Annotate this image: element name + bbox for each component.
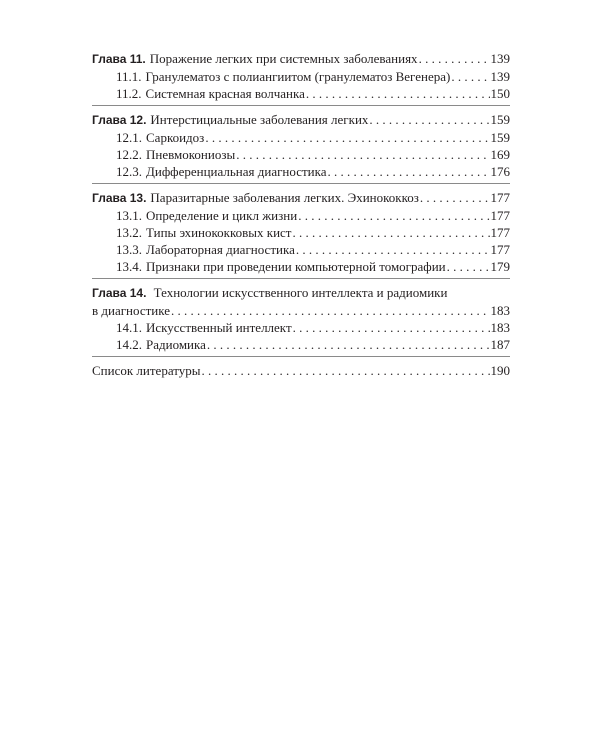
page-number: 183 bbox=[490, 303, 510, 318]
leader-dots bbox=[306, 85, 490, 102]
chapter-11-block bbox=[92, 50, 510, 105]
toc-section-entry[interactable] bbox=[92, 146, 510, 163]
leader-dots bbox=[419, 50, 490, 67]
section-title: Признаки при проведении компьютерной томографии bbox=[146, 259, 446, 274]
leader-dots bbox=[207, 336, 490, 353]
chapter-title: Паразитарные заболевания легких. Эхинококкоз bbox=[150, 190, 419, 205]
section-title: Радиомика bbox=[146, 337, 206, 352]
toc-references-entry[interactable] bbox=[92, 362, 510, 379]
toc-chapter-entry[interactable] bbox=[92, 189, 510, 207]
page-number: 150 bbox=[490, 86, 510, 101]
leader-dots bbox=[202, 362, 490, 379]
leader-dots bbox=[328, 163, 490, 180]
section-number: 14.2. bbox=[116, 337, 142, 352]
toc-section-entry[interactable] bbox=[92, 68, 510, 85]
section-title: Гранулематоз с полиангиитом (гранулематоз Вегенера) bbox=[145, 69, 451, 84]
page-number: 177 bbox=[490, 242, 510, 257]
chapter-label: Глава 12. bbox=[92, 113, 147, 127]
page-number: 159 bbox=[490, 112, 510, 127]
toc-section-entry[interactable] bbox=[92, 224, 510, 241]
section-title: Дифференциальная диагностика bbox=[146, 164, 327, 179]
section-number: 14.1. bbox=[116, 320, 142, 335]
section-number: 13.3. bbox=[116, 242, 142, 257]
chapter-label: Глава 14. bbox=[92, 286, 147, 300]
toc-section-entry[interactable] bbox=[92, 258, 510, 275]
leader-dots bbox=[296, 241, 490, 258]
chapter-title-line bbox=[92, 284, 510, 302]
page-number: 187 bbox=[490, 337, 510, 352]
section-number: 13.4. bbox=[116, 259, 142, 274]
chapter-title: Поражение легких при системных заболеваниях bbox=[149, 51, 418, 66]
toc-section-entry[interactable] bbox=[92, 319, 510, 336]
leader-dots bbox=[293, 319, 490, 336]
page-number: 169 bbox=[490, 147, 510, 162]
section-number: 11.2. bbox=[116, 86, 142, 101]
page-number: 139 bbox=[490, 51, 510, 66]
section-number: 13.2. bbox=[116, 225, 142, 240]
section-number: 13.1. bbox=[116, 208, 142, 223]
toc-chapter-entry[interactable] bbox=[92, 50, 510, 68]
toc-section-entry[interactable] bbox=[92, 163, 510, 180]
page-number: 190 bbox=[490, 363, 510, 378]
leader-dots bbox=[171, 302, 489, 319]
toc-section-entry[interactable] bbox=[92, 241, 510, 258]
page-number: 159 bbox=[490, 130, 510, 145]
page-number: 176 bbox=[490, 164, 510, 179]
section-title: Пневмокониозы bbox=[146, 147, 236, 162]
leader-dots bbox=[292, 224, 489, 241]
section-title: Типы эхинококковых кист bbox=[146, 225, 292, 240]
leader-dots bbox=[447, 258, 490, 275]
leader-dots bbox=[369, 111, 489, 128]
page-number: 179 bbox=[490, 259, 510, 274]
chapter-title: Технологии искусственного интеллекта и радиомики bbox=[153, 285, 448, 300]
toc-section-entry[interactable] bbox=[92, 336, 510, 353]
leader-dots bbox=[298, 207, 489, 224]
toc-section-entry[interactable] bbox=[92, 129, 510, 146]
section-title: Лабораторная диагностика bbox=[146, 242, 295, 257]
references-title: Список литературы bbox=[92, 363, 201, 378]
references-block bbox=[92, 356, 510, 382]
page-number: 183 bbox=[490, 320, 510, 335]
section-title: Саркоидоз bbox=[146, 130, 205, 145]
chapter-12-block bbox=[92, 105, 510, 183]
leader-dots bbox=[420, 189, 490, 206]
toc-section-entry[interactable] bbox=[92, 85, 510, 102]
chapter-label: Глава 11. bbox=[92, 52, 146, 66]
section-number: 11.1. bbox=[116, 69, 142, 84]
section-title: Определение и цикл жизни bbox=[146, 208, 298, 223]
section-title: Искусственный интеллект bbox=[146, 320, 292, 335]
table-of-contents bbox=[92, 50, 510, 382]
leader-dots bbox=[236, 146, 489, 163]
toc-section-entry[interactable] bbox=[92, 207, 510, 224]
chapter-14-block bbox=[92, 278, 510, 356]
toc-chapter-entry[interactable] bbox=[92, 111, 510, 129]
leader-dots bbox=[205, 129, 489, 146]
page-number: 177 bbox=[490, 208, 510, 223]
page-number: 177 bbox=[490, 225, 510, 240]
section-number: 12.1. bbox=[116, 130, 142, 145]
toc-chapter-entry[interactable] bbox=[92, 284, 510, 319]
section-title: Системная красная волчанка bbox=[145, 86, 305, 101]
chapter-title-cont: в диагностике bbox=[92, 303, 171, 318]
chapter-13-block bbox=[92, 183, 510, 278]
page-number: 177 bbox=[490, 190, 510, 205]
leader-dots bbox=[451, 68, 489, 85]
chapter-title: Интерстициальные заболевания легких bbox=[150, 112, 369, 127]
chapter-title-continuation bbox=[92, 302, 510, 319]
section-number: 12.3. bbox=[116, 164, 142, 179]
section-number: 12.2. bbox=[116, 147, 142, 162]
chapter-label: Глава 13. bbox=[92, 191, 147, 205]
page-number: 139 bbox=[490, 69, 510, 84]
